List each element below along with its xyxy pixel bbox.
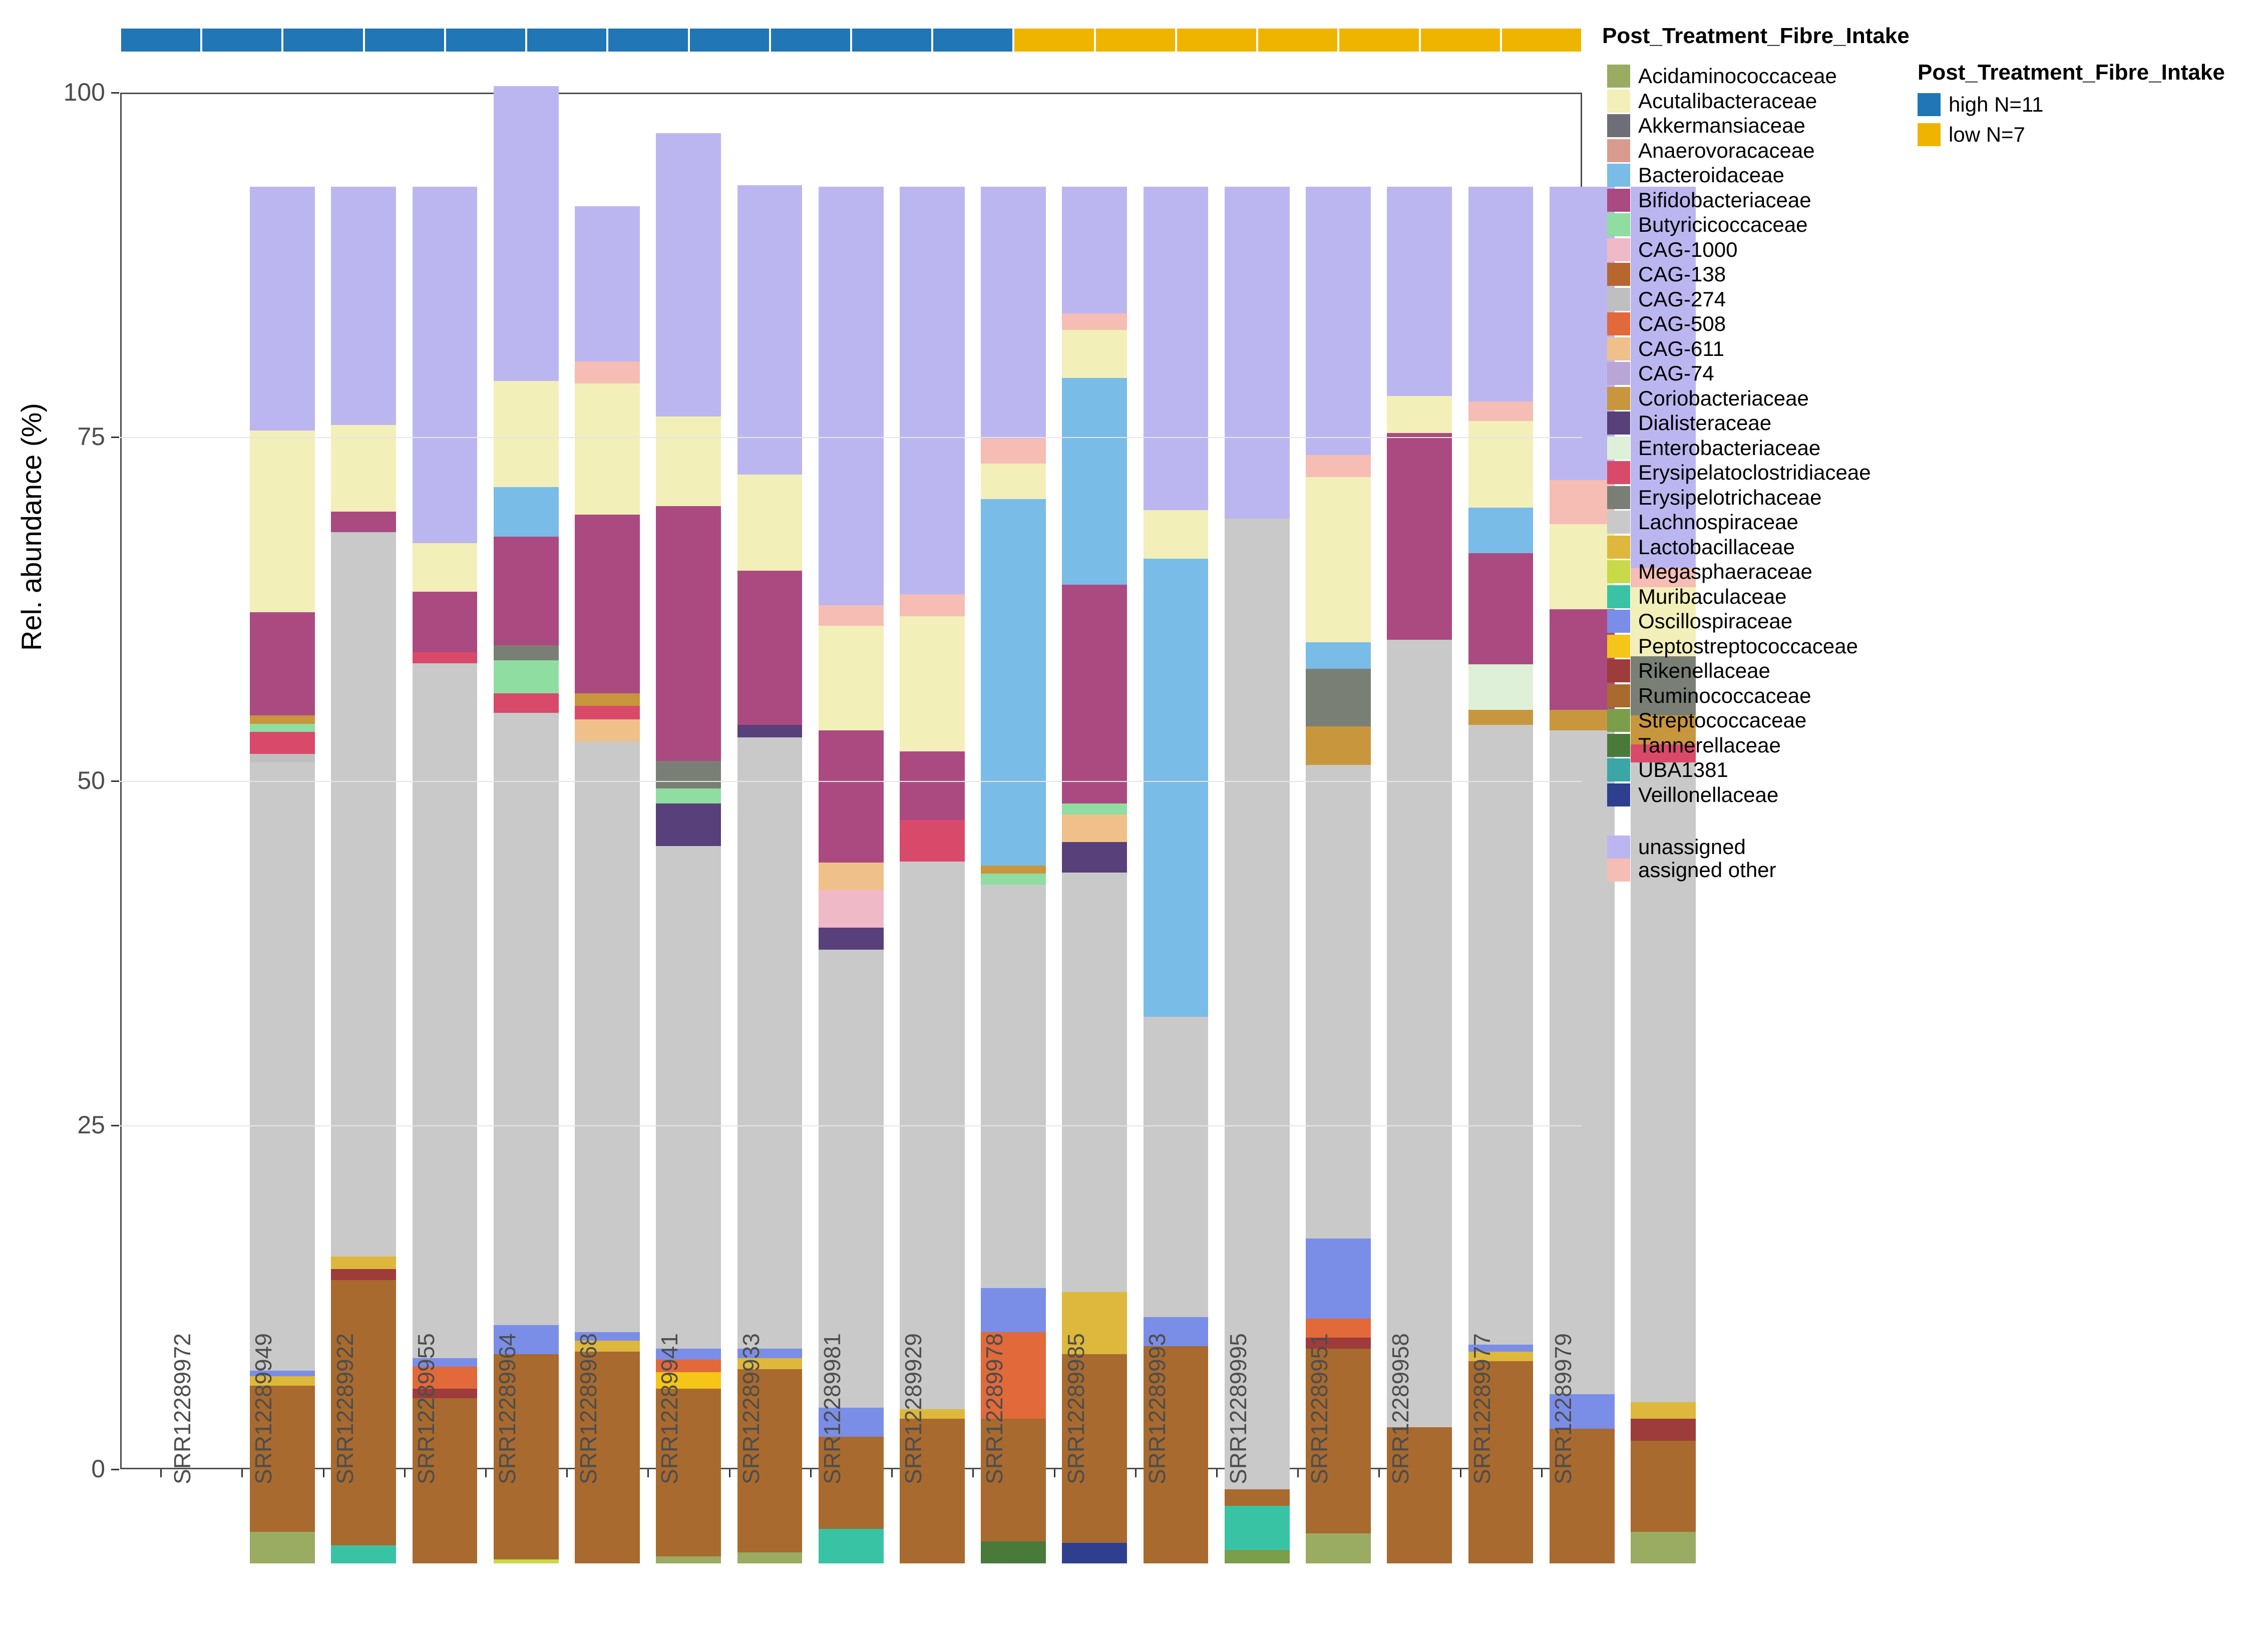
group-legend-title: Post_Treatment_Fibre_Intake: [1918, 60, 2225, 85]
y-tick-mark: [111, 780, 119, 782]
bar-segment[interactable]: [656, 846, 721, 1349]
legend-color-swatch: [1607, 758, 1630, 781]
bar-segment[interactable]: [1144, 559, 1209, 1017]
legend-item-label: Lactobacillaceae: [1638, 535, 1795, 559]
group-legend-label: high N=11: [1949, 93, 2044, 116]
legend-item-label: Tannerellaceae: [1638, 733, 1781, 757]
bar-segment[interactable]: [981, 874, 1046, 885]
x-tick-label: SRR12289985: [1062, 1333, 1089, 1484]
x-tick-mark: [1135, 1469, 1137, 1477]
annotation-cell-high: [120, 28, 201, 53]
annotation-cell-high: [526, 28, 607, 53]
x-tick-mark: [810, 1469, 812, 1477]
legend-item: [1607, 758, 1728, 782]
bar-segment[interactable]: [250, 724, 315, 732]
x-tick-mark: [972, 1469, 974, 1477]
legend-item-label: Anaerovoracaceae: [1638, 138, 1815, 162]
y-tick-label: 0: [91, 1455, 105, 1483]
annotation-cell-high: [932, 28, 1013, 53]
x-tick-mark: [891, 1469, 893, 1477]
legend-color-swatch: [1607, 659, 1630, 682]
bar-segment[interactable]: [1062, 873, 1127, 1293]
annotation-cell-low: [1420, 28, 1501, 53]
bar-segment[interactable]: [494, 537, 559, 645]
annotation-cell-low: [1501, 28, 1582, 53]
bar-segment[interactable]: [1144, 510, 1209, 558]
bar-segment[interactable]: [981, 464, 1046, 500]
bar-segment[interactable]: [1631, 1532, 1696, 1563]
legend-color-swatch: [1607, 461, 1630, 484]
bar-segment[interactable]: [737, 725, 803, 737]
bar-segment[interactable]: [494, 487, 559, 537]
legend-item-label: Bacteroidaceae: [1638, 163, 1784, 187]
bar-segment[interactable]: [819, 605, 884, 626]
bar-segment[interactable]: [1225, 1506, 1290, 1550]
bar-segment[interactable]: [819, 187, 884, 605]
legend-color-swatch: [1607, 213, 1630, 236]
bar-segment[interactable]: [575, 706, 640, 720]
legend-item: [1607, 510, 1798, 534]
bar-segment[interactable]: [656, 506, 721, 761]
bar-segment[interactable]: [413, 543, 478, 591]
legend-item-label: UBA1381: [1638, 758, 1728, 781]
bar-segment[interactable]: [1306, 477, 1371, 642]
y-tick-label: 50: [77, 766, 105, 794]
x-tick-label: SRR12289995: [1225, 1333, 1251, 1484]
legend-color-swatch: [1607, 312, 1630, 335]
legend-item: [1607, 238, 1737, 262]
legend-item: [1607, 535, 1795, 559]
bar-segment[interactable]: [1468, 401, 1534, 421]
legend-item: [1607, 708, 1806, 732]
bar-segment[interactable]: [1144, 1017, 1209, 1317]
bar-segment[interactable]: [900, 820, 965, 862]
annotation-cell-high: [364, 28, 445, 53]
annotation-cell-high: [770, 28, 851, 53]
y-tick-mark: [111, 1469, 119, 1470]
x-tick-label: SRR12289929: [900, 1333, 927, 1484]
bar-segment[interactable]: [819, 730, 884, 863]
bar-segment[interactable]: [1306, 765, 1371, 1238]
bar-segment[interactable]: [575, 693, 640, 706]
legend-color-swatch: [1607, 511, 1630, 534]
legend-item-label: CAG-508: [1638, 312, 1726, 335]
bar-segment[interactable]: [250, 715, 315, 724]
legend-item-label: unassigned: [1638, 835, 1746, 859]
y-tick-label: 75: [77, 422, 105, 451]
legend-item: [1607, 163, 1784, 187]
legend-item-label: Megasphaeraceae: [1638, 560, 1812, 583]
group-legend-item: [1918, 123, 2025, 147]
annotation-cell-high: [851, 28, 932, 53]
bar-segment[interactable]: [1062, 313, 1127, 330]
bar-segment[interactable]: [1468, 725, 1534, 1345]
legend-color-swatch: [1607, 362, 1630, 385]
grid-line: [120, 437, 1582, 438]
legend-item-label: CAG-1000: [1638, 237, 1738, 261]
legend-item: [1607, 411, 1771, 435]
bar-segment[interactable]: [819, 863, 884, 890]
legend-item: [1607, 213, 1807, 237]
legend-item: [1607, 114, 1805, 138]
annotation-cell-high: [607, 28, 688, 53]
legend-item-label: CAG-74: [1638, 361, 1714, 385]
legend-color-swatch: [1607, 734, 1630, 757]
annotation-cell-high: [282, 28, 363, 53]
bar-segment[interactable]: [575, 361, 640, 383]
bar-segment[interactable]: [1225, 1550, 1290, 1564]
legend-color-swatch: [1607, 337, 1630, 360]
legend-item: [1607, 634, 1858, 658]
legend-color-swatch: [1607, 114, 1630, 137]
bar-segment[interactable]: [413, 652, 478, 663]
bar-segment[interactable]: [494, 660, 559, 693]
bar-segment[interactable]: [575, 741, 640, 1332]
group-legend-swatch: [1918, 123, 1941, 146]
bar-segment[interactable]: [494, 381, 559, 487]
legend-item: [1607, 436, 1820, 460]
bar-segment[interactable]: [656, 803, 721, 846]
y-tick-label: 100: [63, 78, 105, 106]
bar-segment[interactable]: [575, 383, 640, 514]
bar-segment[interactable]: [656, 1556, 721, 1563]
annotation-cell-low: [1013, 28, 1094, 53]
legend-item-label: Butyricicoccaceae: [1638, 213, 1808, 236]
bar-segment[interactable]: [331, 1545, 396, 1563]
legend-item-label: Dialisteraceae: [1638, 411, 1772, 435]
bar-segment[interactable]: [656, 788, 721, 803]
bar-segment[interactable]: [1468, 553, 1534, 665]
bar-segment[interactable]: [1468, 710, 1534, 725]
legend-color-swatch: [1607, 288, 1630, 311]
legend-color-swatch: [1607, 263, 1630, 286]
legend-color-swatch: [1607, 560, 1630, 583]
legend-item-label: Acutalibacteraceae: [1638, 89, 1817, 113]
x-tick-label: SRR12289981: [819, 1333, 845, 1484]
x-tick-mark: [1216, 1469, 1218, 1477]
annotation-cell-low: [1176, 28, 1257, 53]
bar-segment[interactable]: [1550, 524, 1615, 610]
annotation-cell-high: [445, 28, 526, 53]
legend-color-swatch: [1607, 536, 1630, 559]
bar-segment[interactable]: [819, 928, 884, 950]
x-tick-label: SRR12289951: [1306, 1333, 1333, 1484]
annotation-cell-low: [1095, 28, 1176, 53]
bar-segment[interactable]: [1468, 664, 1534, 710]
x-tick-mark: [1460, 1469, 1461, 1477]
y-tick-label: 25: [77, 1110, 105, 1139]
legend-item: [1607, 783, 1778, 807]
x-tick-mark: [1541, 1469, 1543, 1477]
legend-color-swatch: [1607, 164, 1630, 187]
bar-segment[interactable]: [1468, 508, 1534, 553]
bar-segment[interactable]: [413, 663, 478, 1359]
y-axis-label: Rel. abundance (%): [16, 403, 47, 651]
y-tick-mark: [111, 437, 119, 438]
bar-segment[interactable]: [1306, 455, 1371, 477]
x-tick-label: SRR12289958: [1387, 1333, 1414, 1484]
x-tick-mark: [241, 1469, 243, 1477]
bar-segment[interactable]: [981, 866, 1046, 874]
bar-segment[interactable]: [250, 732, 315, 754]
legend-item: [1607, 89, 1817, 113]
bar-segment[interactable]: [1306, 1533, 1371, 1564]
legend-color-swatch: [1607, 437, 1630, 460]
bar-segment[interactable]: [1468, 421, 1534, 508]
bar-segment[interactable]: [656, 761, 721, 788]
legend-item: [1607, 361, 1714, 385]
bar-segment[interactable]: [331, 425, 396, 512]
legend-item-label: Erysipelatoclostridiaceae: [1638, 461, 1871, 484]
legend-color-swatch: [1607, 189, 1630, 212]
bar-segment[interactable]: [1550, 710, 1615, 730]
legend-item: [1607, 609, 1792, 633]
legend-color-swatch: [1607, 836, 1630, 859]
legend-color-swatch: [1607, 709, 1630, 732]
legend-color-swatch: [1607, 486, 1630, 509]
bar-segment[interactable]: [1306, 187, 1371, 455]
legend-color-swatch: [1607, 859, 1630, 882]
bar-segment[interactable]: [413, 187, 478, 543]
bar-segment[interactable]: [1468, 187, 1534, 401]
bar-segment[interactable]: [1631, 1419, 1696, 1441]
bar-segment[interactable]: [1387, 396, 1452, 433]
bar-segment[interactable]: [1062, 585, 1127, 803]
x-tick-label: SRR12289968: [575, 1333, 602, 1484]
bar-segment[interactable]: [494, 645, 559, 660]
grid-line: [120, 1125, 1582, 1126]
bar-segment[interactable]: [250, 431, 315, 612]
x-tick-label: SRR12289977: [1468, 1333, 1495, 1484]
bar-segment[interactable]: [1631, 1441, 1696, 1532]
bar-segment[interactable]: [737, 571, 803, 725]
legend-item-label: CAG-274: [1638, 287, 1726, 311]
legend-color-swatch: [1607, 387, 1630, 410]
y-tick-mark: [111, 92, 119, 94]
legend-item-label: Rikenellaceae: [1638, 659, 1770, 682]
x-tick-mark: [485, 1469, 487, 1477]
bar-segment[interactable]: [1306, 726, 1371, 765]
x-tick-label: SRR12289979: [1550, 1333, 1576, 1484]
legend-item-label: Bifidobacteriaceae: [1638, 188, 1811, 212]
bar-segment[interactable]: [250, 187, 315, 431]
legend-item-label: Streptococcaceae: [1638, 708, 1807, 732]
bar-segment[interactable]: [1306, 1238, 1371, 1319]
legend-item: [1607, 684, 1811, 708]
legend-item-label: Coriobacteriaceae: [1638, 386, 1809, 410]
legend-item: [1607, 560, 1812, 584]
x-tick-mark: [1297, 1469, 1299, 1477]
legend-item-label: Peptostreptococcaceae: [1638, 634, 1858, 658]
bar-segment[interactable]: [250, 762, 315, 1371]
bar-segment[interactable]: [1062, 378, 1127, 585]
bar-segment[interactable]: [737, 185, 803, 475]
group-annotation-strip: [120, 28, 1582, 53]
legend-item: [1607, 461, 1871, 485]
legend-item: [1607, 287, 1726, 311]
legend-item-label: Acidaminococcaceae: [1638, 64, 1837, 88]
legend-color-swatch: [1607, 585, 1630, 608]
annotation-cell-low: [1257, 28, 1338, 53]
bar-segment[interactable]: [900, 616, 965, 751]
bar-segment[interactable]: [1062, 842, 1127, 873]
bar-segment[interactable]: [1387, 640, 1452, 1427]
bar-segment[interactable]: [575, 515, 640, 694]
legend-color-swatch: [1607, 238, 1630, 261]
x-tick-label: SRR12289933: [737, 1333, 764, 1484]
x-tick-label: SRR12289964: [494, 1333, 520, 1484]
bar-segment[interactable]: [900, 594, 965, 616]
bar-segment[interactable]: [575, 719, 640, 741]
legend-item: [1607, 585, 1787, 609]
legend-color-swatch: [1607, 684, 1630, 707]
bar-segment[interactable]: [656, 417, 721, 506]
x-tick-mark: [404, 1469, 406, 1477]
bar-segment[interactable]: [413, 592, 478, 652]
bar-segment[interactable]: [331, 512, 396, 532]
legend-item: [1607, 262, 1726, 286]
bar-segment[interactable]: [1550, 480, 1615, 524]
annotation-cell-high: [201, 28, 282, 53]
y-tick-mark: [111, 1125, 119, 1126]
bar-segment[interactable]: [737, 737, 803, 1349]
legend-item: [1607, 312, 1726, 336]
annotation-title: Post_Treatment_Fibre_Intake: [1602, 24, 1910, 48]
bar-segment[interactable]: [494, 1559, 559, 1563]
legend-item: [1607, 858, 1776, 882]
bar-segment[interactable]: [1550, 609, 1615, 710]
bar-segment[interactable]: [331, 1269, 396, 1280]
group-legend-swatch: [1918, 93, 1941, 116]
legend-item: [1607, 733, 1781, 757]
x-tick-mark: [1378, 1469, 1380, 1477]
bar-segment[interactable]: [656, 133, 721, 417]
legend-item-label: assigned other: [1638, 858, 1776, 882]
bar-segment[interactable]: [981, 1541, 1046, 1563]
legend-item: [1607, 188, 1811, 212]
bar-segment[interactable]: [737, 475, 803, 571]
legend-item-label: Veillonellaceae: [1638, 782, 1779, 806]
bar-segment[interactable]: [1062, 1543, 1127, 1563]
bar-segment[interactable]: [331, 1257, 396, 1269]
x-tick-label: SRR12289972: [169, 1333, 196, 1484]
x-tick-label: SRR12289922: [331, 1333, 358, 1484]
x-tick-mark: [160, 1469, 162, 1477]
x-tick-label: SRR12289949: [250, 1333, 277, 1484]
bar-segment[interactable]: [494, 693, 559, 713]
x-tick-mark: [729, 1469, 730, 1477]
bar-segment[interactable]: [737, 1552, 803, 1563]
bar-segment[interactable]: [331, 532, 396, 1257]
legend-item-label: CAG-138: [1638, 262, 1726, 286]
x-tick-mark: [566, 1469, 568, 1477]
legend-color-swatch: [1607, 610, 1630, 633]
bar-segment[interactable]: [494, 713, 559, 1326]
x-tick-label: SRR12289993: [1144, 1333, 1170, 1484]
bar-segment[interactable]: [494, 86, 559, 381]
bar-segment[interactable]: [819, 890, 884, 927]
legend-item: [1607, 835, 1746, 859]
bar-segment[interactable]: [981, 885, 1046, 1288]
bar-segment[interactable]: [1225, 1489, 1290, 1506]
bar-segment[interactable]: [819, 1529, 884, 1563]
bar-segment[interactable]: [250, 754, 315, 762]
bar-segment[interactable]: [1306, 642, 1371, 668]
legend-item-label: Lachnospiraceae: [1638, 510, 1798, 534]
bar-segment[interactable]: [1144, 187, 1209, 510]
annotation-cell-low: [1338, 28, 1419, 53]
bar-segment[interactable]: [981, 187, 1046, 439]
legend-item-label: Enterobacteriaceae: [1638, 436, 1821, 460]
bar-segment[interactable]: [981, 1288, 1046, 1332]
bar-segment[interactable]: [981, 499, 1046, 866]
annotation-cell-high: [689, 28, 770, 53]
bar-segment[interactable]: [900, 751, 965, 820]
bar-segment[interactable]: [1062, 814, 1127, 842]
bar-segment[interactable]: [250, 612, 315, 715]
bar-segment[interactable]: [1062, 187, 1127, 313]
group-legend-item: [1918, 93, 2044, 117]
bar-segment[interactable]: [1550, 730, 1615, 1394]
legend-item-label: CAG-611: [1638, 336, 1724, 360]
x-tick-label: SRR12289978: [981, 1333, 1008, 1484]
bar-segment[interactable]: [1387, 433, 1452, 640]
legend-item-label: Akkermansiaceae: [1638, 114, 1805, 137]
legend-color-swatch: [1607, 139, 1630, 162]
legend-item: [1607, 337, 1724, 361]
legend-color-swatch: [1607, 635, 1630, 658]
x-tick-mark: [647, 1469, 649, 1477]
x-tick-label: SRR12289941: [656, 1333, 683, 1484]
bar-segment[interactable]: [981, 439, 1046, 464]
bar-segment[interactable]: [331, 187, 396, 425]
bar-segment[interactable]: [819, 626, 884, 730]
legend-item: [1607, 139, 1815, 163]
grid-line: [120, 781, 1582, 782]
legend-color-swatch: [1607, 783, 1630, 806]
bar-segment[interactable]: [575, 206, 640, 362]
legend-item: [1607, 386, 1809, 410]
legend-item-label: Oscillospiraceae: [1638, 609, 1793, 633]
legend-color-swatch: [1607, 411, 1630, 435]
bar-segment[interactable]: [1550, 187, 1615, 480]
legend-item: [1607, 64, 1837, 88]
legend-color-swatch: [1607, 65, 1630, 88]
bar-segment[interactable]: [1387, 187, 1452, 396]
bar-segment[interactable]: [900, 862, 965, 1410]
x-tick-label: SRR12289955: [413, 1333, 439, 1484]
bar-segment[interactable]: [900, 187, 965, 594]
bar-segment[interactable]: [1062, 330, 1127, 378]
legend-color-swatch: [1607, 90, 1630, 113]
legend-item: [1607, 659, 1770, 683]
bar-segment[interactable]: [1062, 803, 1127, 814]
bar-segment[interactable]: [1306, 669, 1371, 727]
legend-item: [1607, 486, 1822, 510]
legend-item-label: Ruminococcaceae: [1638, 683, 1811, 707]
legend-item-label: Erysipelotrichaceae: [1638, 485, 1822, 509]
x-tick-mark: [323, 1469, 324, 1477]
bar-segment[interactable]: [1225, 187, 1290, 519]
group-legend-label: low N=7: [1949, 123, 2025, 146]
bar-segment[interactable]: [1631, 1402, 1696, 1419]
x-tick-mark: [1054, 1469, 1055, 1477]
bar-segment[interactable]: [250, 1532, 315, 1563]
legend-item-label: Muribaculaceae: [1638, 584, 1787, 608]
